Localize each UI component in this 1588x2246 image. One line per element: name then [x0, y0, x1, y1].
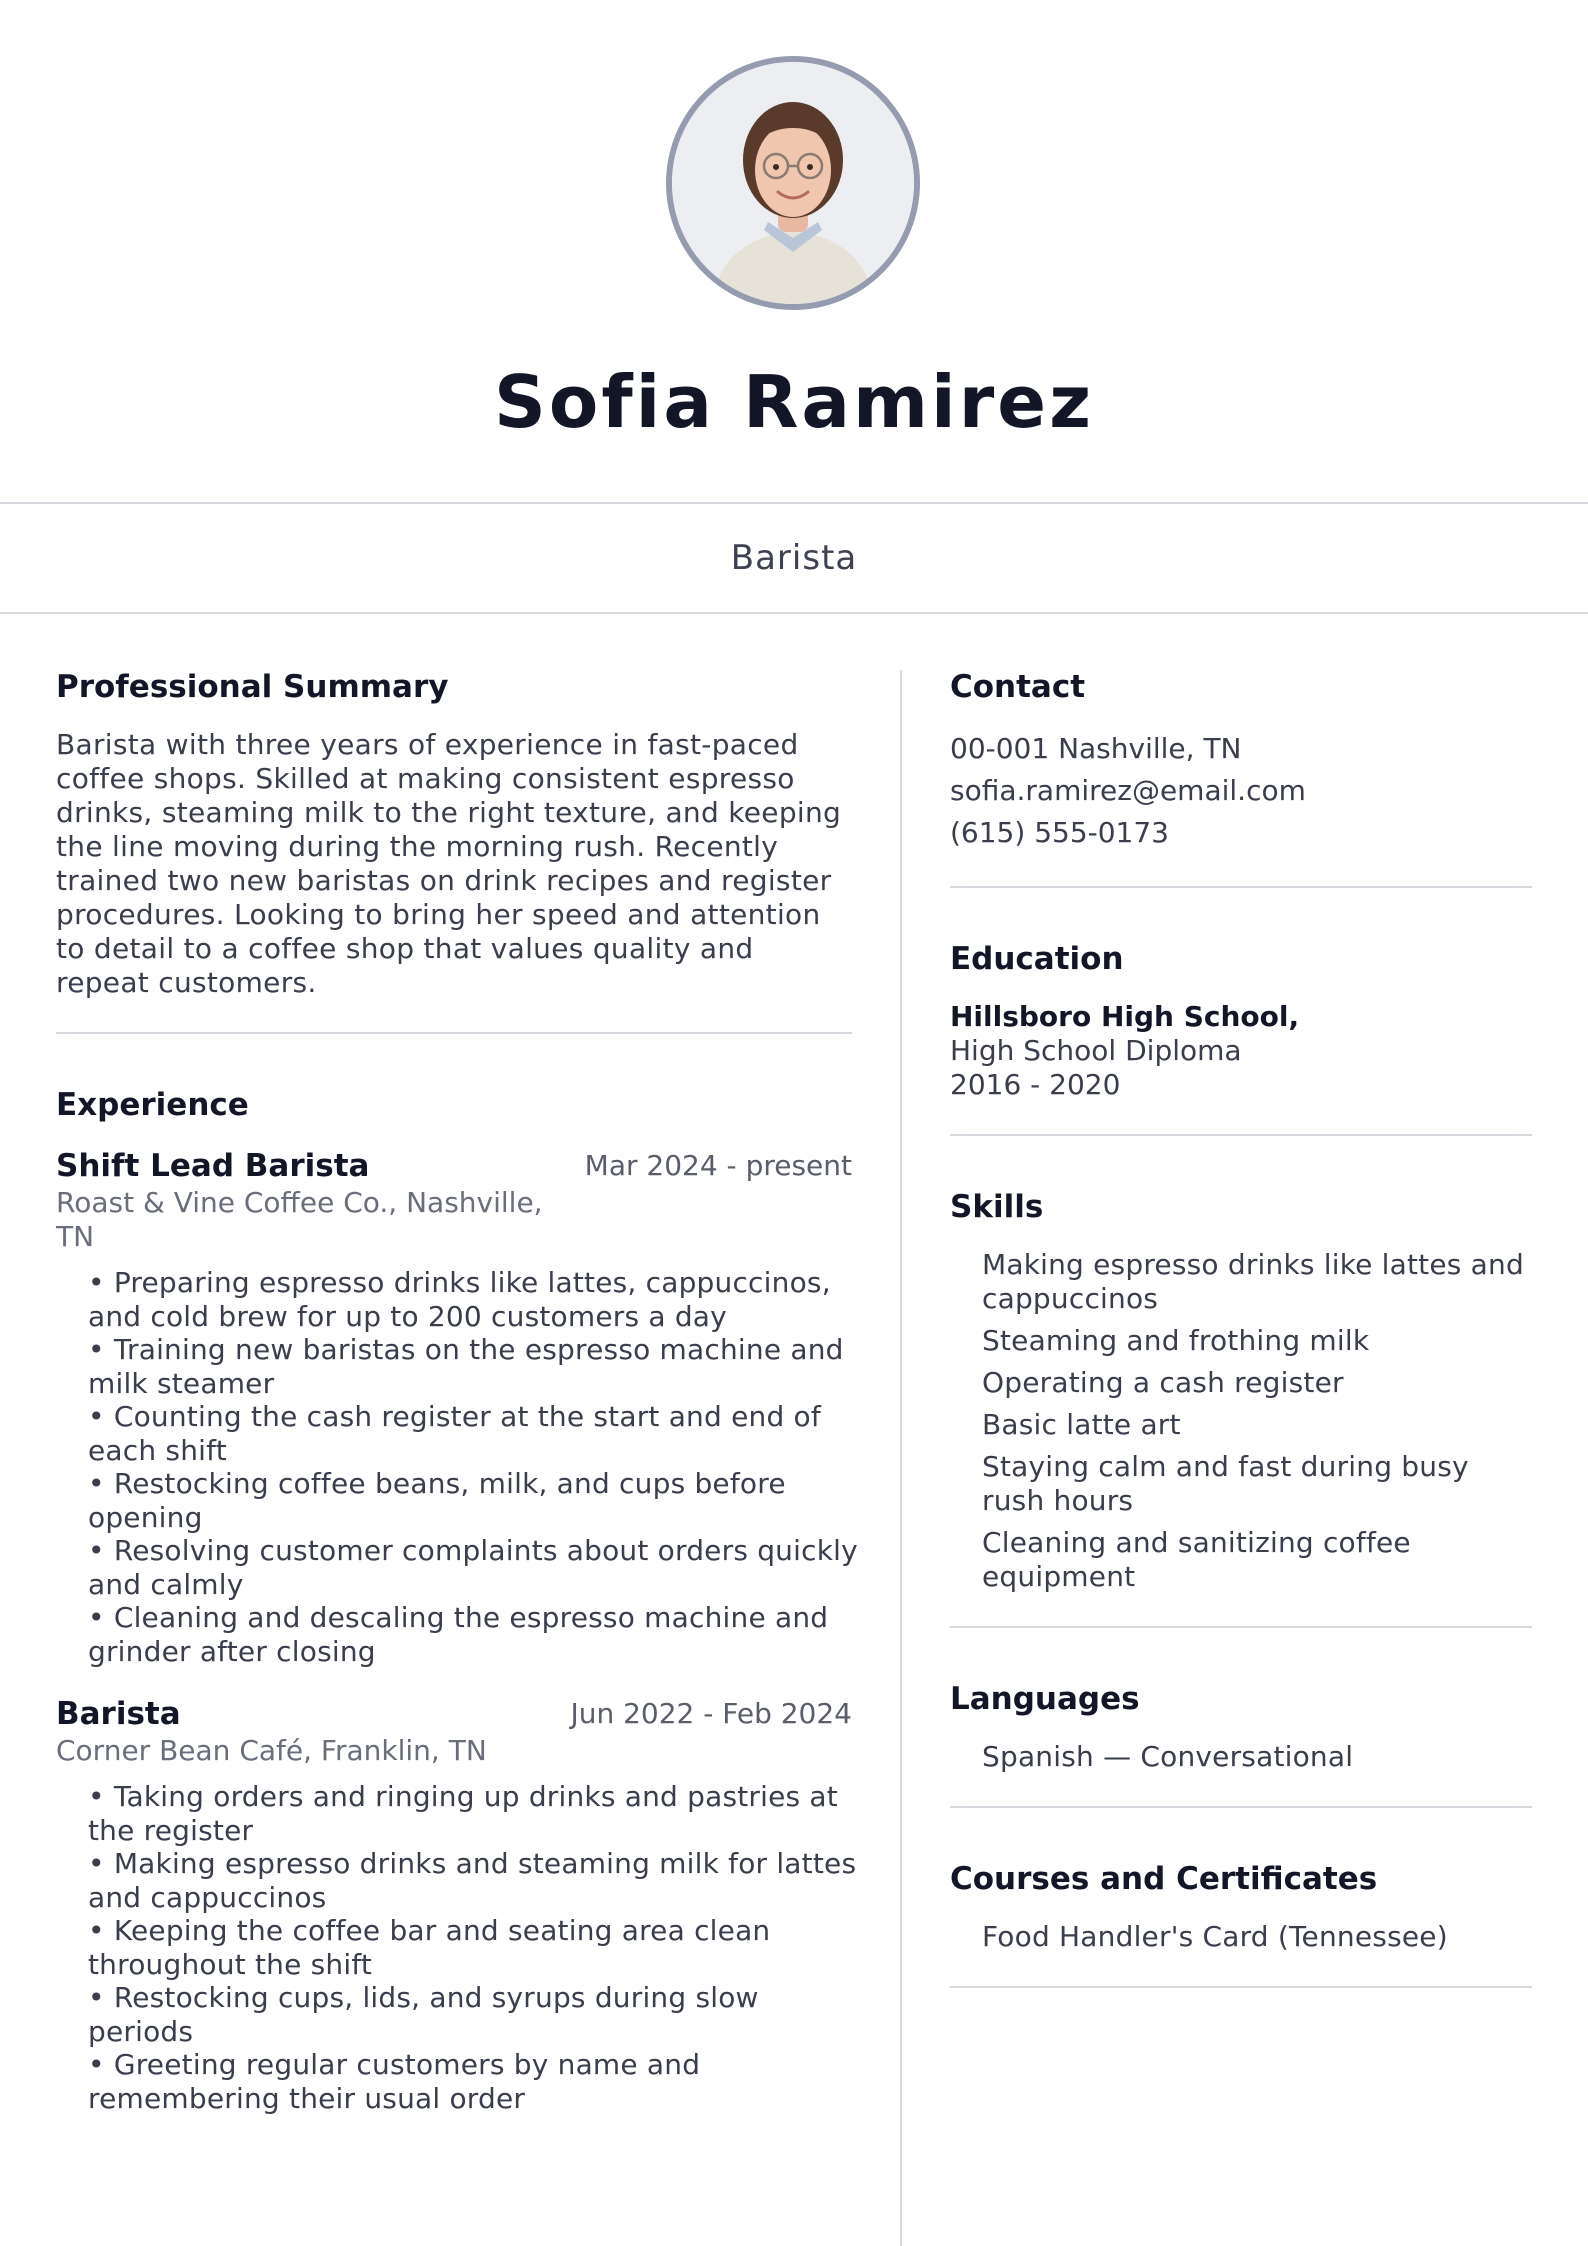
- list-item: • Resolving customer complaints about orders quickly and calmly: [88, 1534, 858, 1601]
- list-item: Staying calm and fast during busy rush hours: [982, 1450, 1469, 1517]
- job-dates: Mar 2024 - present: [584, 1149, 852, 1182]
- courses-heading: Courses and Certificates: [950, 1861, 1378, 1897]
- section-divider: [950, 1806, 1532, 1808]
- list-item: Steaming and frothing milk: [982, 1324, 1370, 1357]
- list-item: • Making espresso drinks and steaming milk for lattes and cappuccinos: [88, 1847, 857, 1914]
- education-degree: High School Diploma: [950, 1034, 1242, 1067]
- list-item: • Training new baristas on the espresso machine and milk steamer: [88, 1333, 844, 1400]
- job-company: Roast & Vine Coffee Co., Nashville, TN: [56, 1186, 543, 1253]
- list-item: • Counting the cash register at the start and end of each shift: [88, 1400, 821, 1467]
- summary-text: Barista with three years of experience in fast-paced coffee shops. Skilled at making consistent espresso drinks, steaming milk to the right texture, and keeping the line moving during the morning rush. Recently trained two new baristas on drink recipes and register procedures. Looking to bring her speed and attention to detail to a coffee shop that values quality and repeat customers.: [56, 728, 842, 999]
- education-heading: Education: [950, 941, 1124, 977]
- job-title-band: [0, 502, 1588, 614]
- list-item: Operating a cash register: [982, 1366, 1344, 1399]
- job-entry: [56, 1146, 858, 1668]
- job-bullets: [88, 1266, 868, 1668]
- column-divider: [900, 670, 902, 2246]
- contact-email: sofia.ramirez@email.com: [950, 774, 1306, 807]
- job-entry-title: Barista: [56, 1696, 181, 1732]
- job-header: [56, 1694, 852, 1734]
- job-company: Corner Bean Café, Franklin, TN: [56, 1734, 487, 1767]
- languages-heading: Languages: [950, 1681, 1140, 1717]
- right-column: [950, 666, 1532, 2038]
- skills-heading: Skills: [950, 1189, 1044, 1225]
- languages-list: [982, 1740, 1532, 1774]
- section-divider: [950, 886, 1532, 888]
- languages-section: [950, 1678, 1532, 1774]
- summary-section: [56, 666, 852, 1000]
- experience-section: [56, 1084, 858, 2115]
- experience-heading: Experience: [56, 1087, 249, 1123]
- job-title: Barista: [730, 538, 858, 578]
- list-item: • Cleaning and descaling the espresso machine and grinder after closing: [88, 1601, 829, 1668]
- section-divider: [56, 1032, 852, 1034]
- list-item: • Restocking coffee beans, milk, and cups before opening: [88, 1467, 786, 1534]
- list-item: Cleaning and sanitizing coffee equipment: [982, 1526, 1411, 1593]
- candidate-name: Sofia Ramirez: [494, 360, 1094, 444]
- job-header: [56, 1146, 852, 1186]
- contact-address: 00-001 Nashville, TN: [950, 732, 1242, 765]
- portrait-photo-icon: [672, 62, 914, 304]
- section-divider: [950, 1986, 1532, 1988]
- list-item: • Preparing espresso drinks like lattes, cappuccinos, and cold brew for up to 200 customers a day: [88, 1266, 831, 1333]
- job-bullets: [88, 1780, 868, 2115]
- left-column: [56, 666, 858, 2141]
- list-item: Spanish — Conversational: [982, 1740, 1354, 1773]
- courses-list: [982, 1920, 1532, 1954]
- section-divider: [950, 1134, 1532, 1136]
- list-item: Basic latte art: [982, 1408, 1181, 1441]
- skills-list: [982, 1248, 1532, 1594]
- list-item: Food Handler's Card (Tennessee): [982, 1920, 1448, 1953]
- education-school: Hillsboro High School,: [950, 1000, 1300, 1033]
- education-years: 2016 - 2020: [950, 1068, 1121, 1101]
- list-item: Making espresso drinks like lattes and cappuccinos: [982, 1248, 1524, 1315]
- list-item: • Keeping the coffee bar and seating area clean throughout the shift: [88, 1914, 771, 1981]
- list-item: • Greeting regular customers by name and remembering their usual order: [88, 2048, 701, 2115]
- job-dates: Jun 2022 - Feb 2024: [570, 1697, 852, 1730]
- job-entry: [56, 1694, 857, 2115]
- job-entry-title: Shift Lead Barista: [56, 1148, 370, 1184]
- summary-heading: Professional Summary: [56, 669, 449, 705]
- resume-header: [0, 0, 1588, 500]
- education-section: [950, 938, 1532, 1102]
- section-divider: [950, 1626, 1532, 1628]
- contact-heading: Contact: [950, 669, 1086, 705]
- avatar: [666, 56, 920, 310]
- skills-section: [950, 1186, 1532, 1594]
- contact-section: [950, 666, 1532, 854]
- courses-section: [950, 1858, 1532, 1954]
- list-item: • Taking orders and ringing up drinks and pastries at the register: [88, 1780, 838, 1847]
- list-item: • Restocking cups, lids, and syrups during slow periods: [88, 1981, 759, 2048]
- contact-phone: (615) 555-0173: [950, 816, 1169, 849]
